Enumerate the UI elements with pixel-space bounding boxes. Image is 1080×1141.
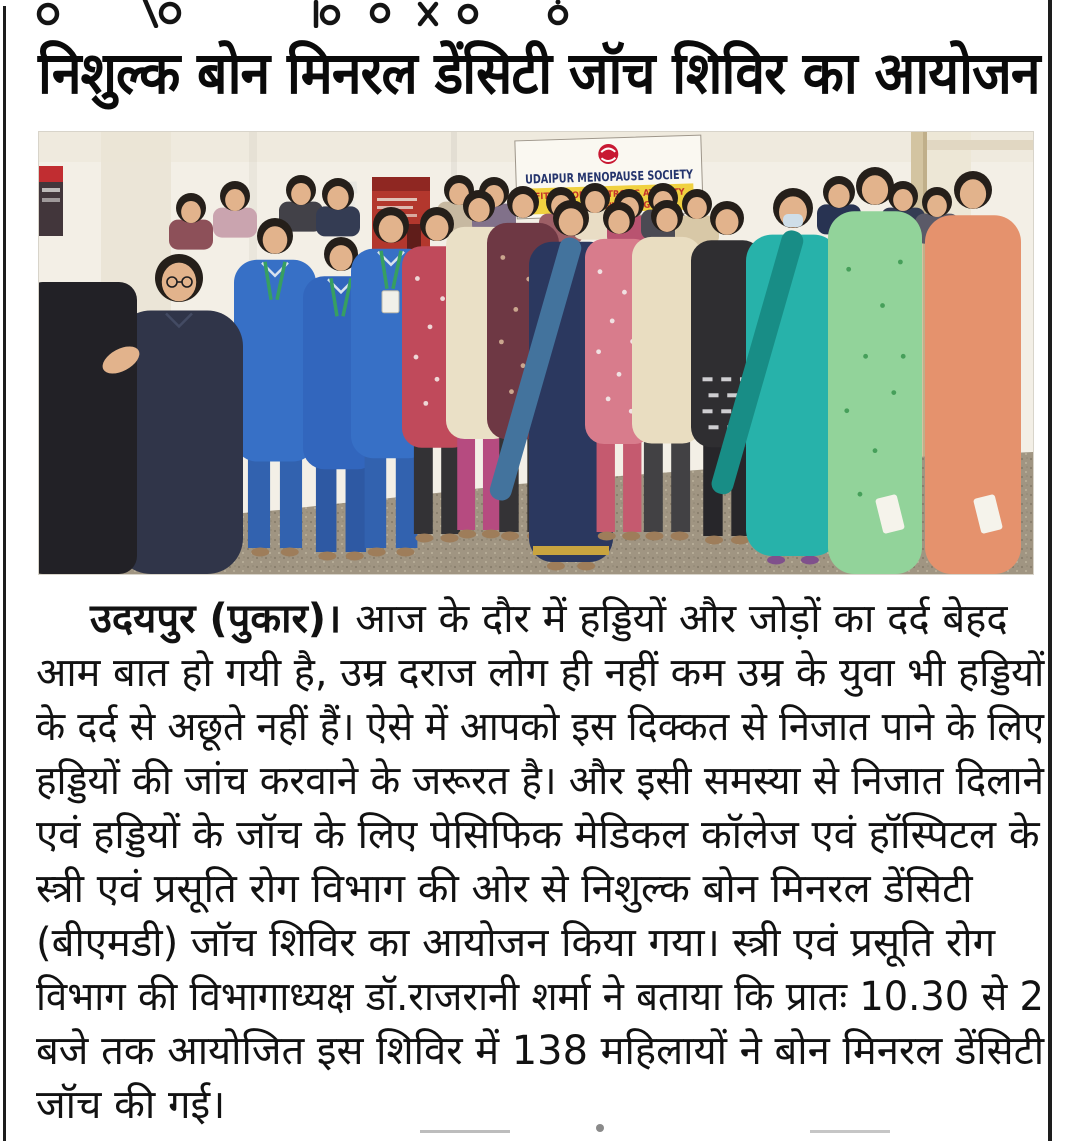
headline: निशुल्क बोन मिनरल डेंसिटी जॉच शिविर का आयोजन (38, 39, 1040, 107)
banner-tagline-1: FIT AT FORTY, STRONG AT SIXTY (534, 187, 698, 203)
article-line: विभाग की विभागाध्यक्ष डॉ.राजरानी शर्मा ने बताया कि प्रातः 10.30 से 2 (36, 974, 1044, 1020)
article-line: बजे तक आयोजित इस शिविर में 138 महिलायों ने बोन मिनरल डेंसिटी (36, 1028, 1045, 1074)
left-border-rule (3, 6, 6, 1141)
article-line: एवं हड्डियों के जॉच के लिए पेसिफिक मेडिकल कॉलेज एवं हॉस्पिटल के (36, 812, 1040, 858)
article-line: जॉच की गई। (36, 1082, 226, 1128)
article-line: के दर्द से अछूते नहीं हैं। ऐसे में आपको इस दिक्कत से निजात पाने के लिए (36, 704, 1044, 750)
cropped-text-fragments-bottom (0, 1120, 1080, 1141)
article-line: आम बात हो गयी है, उम्र दराज लोग ही नहीं कम उम्र के युवा भी हड्डियों (36, 650, 1045, 696)
article-line (36, 592, 1044, 646)
banner-org-name: UDAIPUR MENOPAUSE SOCIETY (524, 164, 745, 187)
right-border-rule (1048, 0, 1052, 1141)
article-body (36, 592, 1044, 1132)
dateline: उदयपुर (पुकार)। (90, 596, 342, 642)
article-text: आज के दौर में हड्डियों और जोड़ों का दर्द बेहद (355, 596, 1008, 642)
article-line: स्त्री एवं प्रसूति रोग विभाग की ओर से निशुल्क बोन मिनरल डेंसिटी (36, 866, 973, 912)
article-line: (बीएमडी) जॉच शिविर का आयोजन किया गया। स्त्री एवं प्रसूति रोग (36, 920, 996, 966)
photo-tint (39, 132, 1033, 574)
article-photo (38, 131, 1034, 575)
article-line: हड्डियों की जांच करवाने के जरूरत है। और इसी समस्या से निजात दिलाने (36, 758, 1044, 804)
